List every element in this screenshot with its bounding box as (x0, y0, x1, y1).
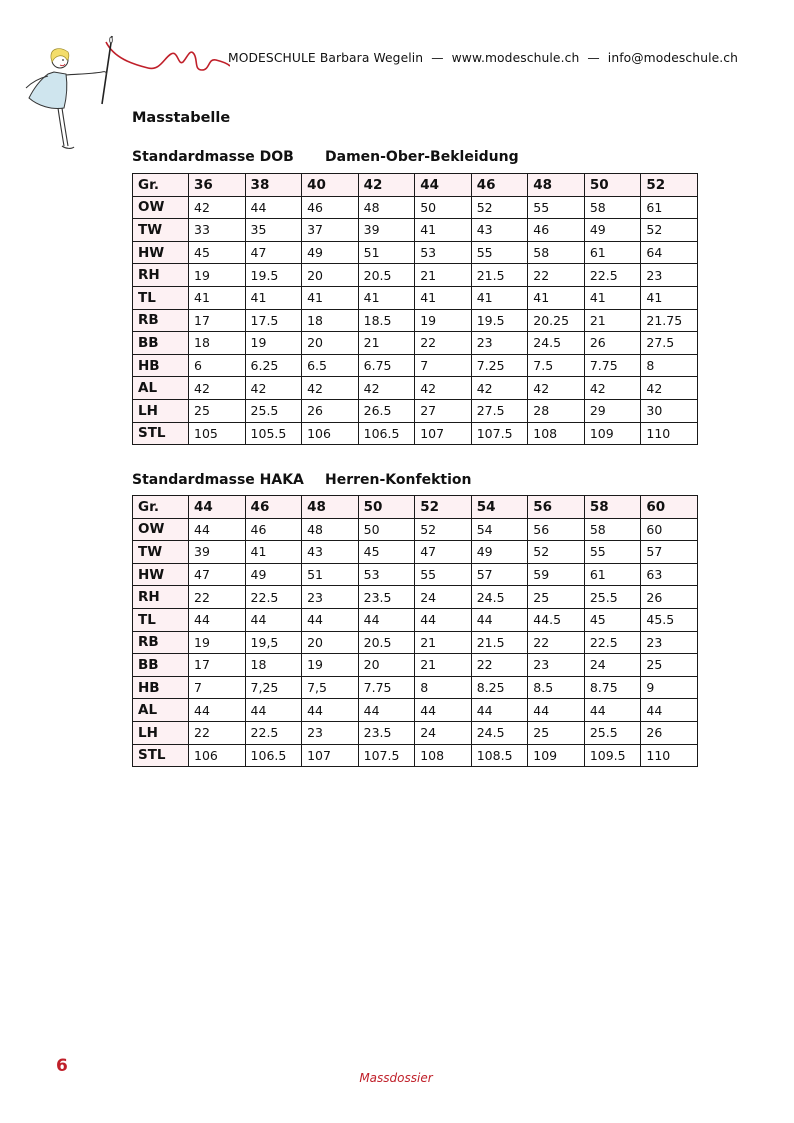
measure-label-cell: RH (133, 264, 189, 287)
measure-value-cell: 59 (528, 563, 585, 586)
size-header-cell: 52 (415, 496, 472, 519)
measure-value-cell: 41 (415, 219, 472, 242)
table-header-row (133, 174, 698, 197)
measure-value-cell: 22.5 (584, 631, 641, 654)
measure-value-cell: 25 (528, 586, 585, 609)
measure-value-cell: 20.25 (528, 309, 585, 332)
measure-value-cell: 20.5 (358, 264, 415, 287)
table-row (133, 563, 698, 586)
measure-value-cell: 61 (584, 563, 641, 586)
measure-value-cell: 45.5 (641, 608, 698, 631)
measure-value-cell: 25 (189, 399, 246, 422)
measure-value-cell: 109 (584, 422, 641, 445)
owner-name: Barbara Wegelin (319, 51, 424, 65)
table-row (133, 744, 698, 767)
measure-value-cell: 26 (584, 332, 641, 355)
measure-value-cell: 106.5 (245, 744, 302, 767)
measure-value-cell: 42 (415, 377, 472, 400)
dob-subtitle: Damen-Ober-Bekleidung (325, 149, 519, 165)
measure-value-cell: 6.25 (245, 354, 302, 377)
measure-label-cell: AL (133, 377, 189, 400)
measure-value-cell: 41 (415, 286, 472, 309)
measure-value-cell: 17.5 (245, 309, 302, 332)
measure-value-cell: 22 (471, 654, 528, 677)
measure-label-cell: BB (133, 332, 189, 355)
measure-value-cell: 41 (584, 286, 641, 309)
measure-value-cell: 109.5 (584, 744, 641, 767)
table-row (133, 264, 698, 287)
measure-value-cell: 20 (302, 332, 359, 355)
measure-value-cell: 24 (415, 721, 472, 744)
measure-value-cell: 22 (415, 332, 472, 355)
table-row (133, 518, 698, 541)
measure-value-cell: 44 (302, 699, 359, 722)
measure-value-cell: 26 (641, 586, 698, 609)
measure-value-cell: 19.5 (471, 309, 528, 332)
measure-label-cell: TL (133, 608, 189, 631)
measure-label-cell: AL (133, 699, 189, 722)
measure-value-cell: 25 (528, 721, 585, 744)
measure-value-cell: 18 (302, 309, 359, 332)
measure-value-cell: 7.75 (358, 676, 415, 699)
measure-value-cell: 49 (245, 563, 302, 586)
measure-value-cell: 24.5 (471, 586, 528, 609)
measure-value-cell: 58 (584, 196, 641, 219)
size-label-header: Gr. (133, 174, 189, 197)
measure-value-cell: 64 (641, 241, 698, 264)
seamstress-with-needle-logo-icon (20, 30, 230, 155)
measure-value-cell: 107 (415, 422, 472, 445)
measure-value-cell: 52 (528, 541, 585, 564)
measure-value-cell: 23 (641, 631, 698, 654)
measure-value-cell: 45 (358, 541, 415, 564)
measure-value-cell: 44 (415, 699, 472, 722)
measure-value-cell: 7,25 (245, 676, 302, 699)
measure-value-cell: 58 (584, 518, 641, 541)
footer-text: Massdossier (359, 1071, 433, 1085)
measure-value-cell: 107.5 (358, 744, 415, 767)
haka-subtitle: Herren-Konfektion (325, 472, 472, 488)
measure-value-cell: 44 (245, 608, 302, 631)
measure-value-cell: 19 (302, 654, 359, 677)
measure-value-cell: 27 (415, 399, 472, 422)
measure-value-cell: 108.5 (471, 744, 528, 767)
measure-value-cell: 22 (528, 631, 585, 654)
measure-value-cell: 23 (471, 332, 528, 355)
measure-value-cell: 41 (358, 286, 415, 309)
table-row (133, 586, 698, 609)
haka-size-table (132, 495, 698, 767)
table-row (133, 422, 698, 445)
measure-value-cell: 27.5 (471, 399, 528, 422)
measure-value-cell: 110 (641, 744, 698, 767)
table-row (133, 196, 698, 219)
measure-value-cell: 108 (415, 744, 472, 767)
measure-value-cell: 18 (245, 654, 302, 677)
measure-value-cell: 47 (415, 541, 472, 564)
measure-value-cell: 41 (528, 286, 585, 309)
table-row (133, 377, 698, 400)
measure-value-cell: 42 (358, 377, 415, 400)
measure-value-cell: 27.5 (641, 332, 698, 355)
measure-label-cell: TW (133, 541, 189, 564)
table-row (133, 699, 698, 722)
measure-value-cell: 37 (302, 219, 359, 242)
measure-value-cell: 109 (528, 744, 585, 767)
measure-value-cell: 20.5 (358, 631, 415, 654)
measure-value-cell: 6.5 (302, 354, 359, 377)
measure-value-cell: 23.5 (358, 586, 415, 609)
table-row (133, 309, 698, 332)
measure-value-cell: 46 (302, 196, 359, 219)
measure-value-cell: 55 (415, 563, 472, 586)
size-header-cell: 38 (245, 174, 302, 197)
size-header-cell: 46 (245, 496, 302, 519)
measure-value-cell: 23 (641, 264, 698, 287)
measure-value-cell: 44 (471, 699, 528, 722)
measure-value-cell: 50 (415, 196, 472, 219)
measure-value-cell: 55 (584, 541, 641, 564)
measure-value-cell: 57 (471, 563, 528, 586)
measure-value-cell: 53 (415, 241, 472, 264)
measure-value-cell: 8.5 (528, 676, 585, 699)
header-contact-line (228, 51, 738, 65)
table-row (133, 654, 698, 677)
measure-value-cell: 24.5 (471, 721, 528, 744)
measure-value-cell: 21.5 (471, 631, 528, 654)
measure-value-cell: 44 (189, 608, 246, 631)
table-row (133, 631, 698, 654)
measure-value-cell: 20 (302, 264, 359, 287)
dob-section-title (132, 149, 519, 165)
measure-value-cell: 52 (641, 219, 698, 242)
measure-value-cell: 47 (245, 241, 302, 264)
measure-value-cell: 44 (584, 699, 641, 722)
measure-label-cell: HB (133, 676, 189, 699)
measure-value-cell: 61 (641, 196, 698, 219)
measure-value-cell: 22.5 (584, 264, 641, 287)
measure-value-cell: 51 (358, 241, 415, 264)
measure-label-cell: LH (133, 721, 189, 744)
measure-value-cell: 25 (641, 654, 698, 677)
measure-value-cell: 42 (189, 196, 246, 219)
size-header-cell: 46 (471, 174, 528, 197)
measure-value-cell: 48 (358, 196, 415, 219)
measure-value-cell: 52 (415, 518, 472, 541)
measure-label-cell: TW (133, 219, 189, 242)
measure-value-cell: 44 (641, 699, 698, 722)
size-header-cell: 60 (641, 496, 698, 519)
measure-value-cell: 44 (302, 608, 359, 631)
measure-value-cell: 44 (189, 699, 246, 722)
size-header-cell: 44 (415, 174, 472, 197)
measure-label-cell: OW (133, 196, 189, 219)
measure-value-cell: 42 (189, 377, 246, 400)
measure-value-cell: 20 (302, 631, 359, 654)
size-header-cell: 50 (584, 174, 641, 197)
measure-value-cell: 21 (415, 264, 472, 287)
measure-value-cell: 8.75 (584, 676, 641, 699)
measure-value-cell: 41 (641, 286, 698, 309)
measure-label-cell: RH (133, 586, 189, 609)
measure-value-cell: 42 (471, 377, 528, 400)
measure-value-cell: 25.5 (584, 586, 641, 609)
measure-value-cell: 21 (358, 332, 415, 355)
measure-value-cell: 21 (415, 631, 472, 654)
measure-value-cell: 23 (528, 654, 585, 677)
measure-value-cell: 23.5 (358, 721, 415, 744)
dob-title: Standardmasse DOB (132, 149, 294, 165)
measure-value-cell: 106 (189, 744, 246, 767)
measure-value-cell: 18.5 (358, 309, 415, 332)
measure-value-cell: 19 (415, 309, 472, 332)
measure-value-cell: 44 (358, 699, 415, 722)
measure-value-cell: 6 (189, 354, 246, 377)
measure-value-cell: 22 (528, 264, 585, 287)
measure-value-cell: 24 (415, 586, 472, 609)
footer-label (0, 1071, 794, 1085)
table-row (133, 541, 698, 564)
measure-value-cell: 19,5 (245, 631, 302, 654)
measure-value-cell: 35 (245, 219, 302, 242)
measure-value-cell: 45 (189, 241, 246, 264)
header-separator: — (587, 51, 600, 65)
measure-value-cell: 7.5 (528, 354, 585, 377)
size-header-cell: 44 (189, 496, 246, 519)
measure-value-cell: 7 (415, 354, 472, 377)
measure-value-cell: 47 (189, 563, 246, 586)
measure-value-cell: 42 (302, 377, 359, 400)
measure-value-cell: 26 (302, 399, 359, 422)
measure-value-cell: 49 (302, 241, 359, 264)
measure-value-cell: 25.5 (245, 399, 302, 422)
table-row (133, 676, 698, 699)
measure-label-cell: TL (133, 286, 189, 309)
measure-label-cell: STL (133, 422, 189, 445)
measure-value-cell: 41 (245, 286, 302, 309)
measure-value-cell: 21 (584, 309, 641, 332)
measure-value-cell: 26.5 (358, 399, 415, 422)
measure-value-cell: 22 (189, 721, 246, 744)
measure-value-cell: 22.5 (245, 586, 302, 609)
measure-value-cell: 6.75 (358, 354, 415, 377)
haka-section-title (132, 472, 472, 488)
measure-value-cell: 51 (302, 563, 359, 586)
size-header-cell: 42 (358, 174, 415, 197)
table-row (133, 399, 698, 422)
measure-label-cell: OW (133, 518, 189, 541)
measure-value-cell: 22 (189, 586, 246, 609)
table-row (133, 241, 698, 264)
measure-value-cell: 49 (584, 219, 641, 242)
measure-value-cell: 44 (358, 608, 415, 631)
measure-value-cell: 42 (584, 377, 641, 400)
measure-value-cell: 23 (302, 586, 359, 609)
measure-value-cell: 18 (189, 332, 246, 355)
measure-value-cell: 54 (471, 518, 528, 541)
measure-value-cell: 110 (641, 422, 698, 445)
measure-value-cell: 60 (641, 518, 698, 541)
measure-value-cell: 19 (189, 631, 246, 654)
measure-value-cell: 42 (641, 377, 698, 400)
measure-value-cell: 44 (245, 699, 302, 722)
email-link[interactable]: info@modeschule.ch (607, 51, 739, 65)
measure-value-cell: 44 (245, 196, 302, 219)
measure-value-cell: 33 (189, 219, 246, 242)
measure-value-cell: 7.25 (471, 354, 528, 377)
measure-value-cell: 17 (189, 309, 246, 332)
measure-value-cell: 41 (245, 541, 302, 564)
measure-value-cell: 41 (302, 286, 359, 309)
size-header-cell: 58 (584, 496, 641, 519)
measure-value-cell: 46 (245, 518, 302, 541)
measure-value-cell: 26 (641, 721, 698, 744)
page-number: 6 (56, 1056, 68, 1076)
measure-value-cell: 44 (189, 518, 246, 541)
measure-value-cell: 48 (302, 518, 359, 541)
measure-value-cell: 41 (471, 286, 528, 309)
measure-value-cell: 9 (641, 676, 698, 699)
measure-value-cell: 42 (245, 377, 302, 400)
measure-value-cell: 52 (471, 196, 528, 219)
table-row (133, 608, 698, 631)
measure-value-cell: 57 (641, 541, 698, 564)
measure-value-cell: 107 (302, 744, 359, 767)
measure-value-cell: 106.5 (358, 422, 415, 445)
measure-label-cell: RB (133, 631, 189, 654)
measure-value-cell: 24 (584, 654, 641, 677)
measure-value-cell: 7.75 (584, 354, 641, 377)
size-header-cell: 50 (358, 496, 415, 519)
measure-value-cell: 21.5 (471, 264, 528, 287)
measure-value-cell: 108 (528, 422, 585, 445)
measure-value-cell: 7 (189, 676, 246, 699)
measure-value-cell: 19 (189, 264, 246, 287)
measure-value-cell: 63 (641, 563, 698, 586)
measure-value-cell: 42 (528, 377, 585, 400)
measure-value-cell: 44 (415, 608, 472, 631)
page-title: Masstabelle (132, 110, 231, 126)
measure-value-cell: 41 (189, 286, 246, 309)
size-header-cell: 48 (302, 496, 359, 519)
school-name: MODESCHULE (228, 51, 316, 65)
measure-value-cell: 45 (584, 608, 641, 631)
table-row (133, 354, 698, 377)
measure-value-cell: 39 (358, 219, 415, 242)
size-header-cell: 40 (302, 174, 359, 197)
measure-value-cell: 105.5 (245, 422, 302, 445)
measure-value-cell: 17 (189, 654, 246, 677)
haka-title: Standardmasse HAKA (132, 472, 304, 488)
measure-value-cell: 39 (189, 541, 246, 564)
measure-value-cell: 8 (641, 354, 698, 377)
measure-value-cell: 53 (358, 563, 415, 586)
measure-value-cell: 43 (471, 219, 528, 242)
table-row (133, 721, 698, 744)
measure-value-cell: 21.75 (641, 309, 698, 332)
measure-value-cell: 106 (302, 422, 359, 445)
measure-value-cell: 7,5 (302, 676, 359, 699)
measure-value-cell: 44 (471, 608, 528, 631)
size-header-cell: 48 (528, 174, 585, 197)
measure-label-cell: RB (133, 309, 189, 332)
measure-value-cell: 28 (528, 399, 585, 422)
measure-value-cell: 8.25 (471, 676, 528, 699)
measure-label-cell: STL (133, 744, 189, 767)
measure-value-cell: 55 (471, 241, 528, 264)
measure-value-cell: 25.5 (584, 721, 641, 744)
measure-value-cell: 46 (528, 219, 585, 242)
measure-value-cell: 56 (528, 518, 585, 541)
size-header-cell: 56 (528, 496, 585, 519)
measure-value-cell: 43 (302, 541, 359, 564)
table-row (133, 286, 698, 309)
measure-label-cell: LH (133, 399, 189, 422)
measure-value-cell: 22.5 (245, 721, 302, 744)
size-label-header: Gr. (133, 496, 189, 519)
measure-value-cell: 49 (471, 541, 528, 564)
measure-value-cell: 23 (302, 721, 359, 744)
measure-value-cell: 107.5 (471, 422, 528, 445)
measure-value-cell: 44 (528, 699, 585, 722)
table-row (133, 332, 698, 355)
header-separator: — (431, 51, 444, 65)
size-header-cell: 54 (471, 496, 528, 519)
measure-value-cell: 29 (584, 399, 641, 422)
measure-label-cell: HW (133, 241, 189, 264)
measure-label-cell: HW (133, 563, 189, 586)
measure-value-cell: 105 (189, 422, 246, 445)
size-header-cell: 36 (189, 174, 246, 197)
measure-value-cell: 8 (415, 676, 472, 699)
measure-value-cell: 21 (415, 654, 472, 677)
measure-value-cell: 19.5 (245, 264, 302, 287)
measure-value-cell: 20 (358, 654, 415, 677)
table-header-row (133, 496, 698, 519)
measure-value-cell: 58 (528, 241, 585, 264)
measure-value-cell: 30 (641, 399, 698, 422)
table-row (133, 219, 698, 242)
measure-value-cell: 24.5 (528, 332, 585, 355)
size-header-cell: 52 (641, 174, 698, 197)
measure-value-cell: 50 (358, 518, 415, 541)
measure-value-cell: 19 (245, 332, 302, 355)
dob-size-table (132, 173, 698, 445)
measure-value-cell: 44.5 (528, 608, 585, 631)
website-link[interactable]: www.modeschule.ch (451, 51, 580, 65)
measure-label-cell: BB (133, 654, 189, 677)
measure-label-cell: HB (133, 354, 189, 377)
measure-value-cell: 61 (584, 241, 641, 264)
measure-value-cell: 55 (528, 196, 585, 219)
